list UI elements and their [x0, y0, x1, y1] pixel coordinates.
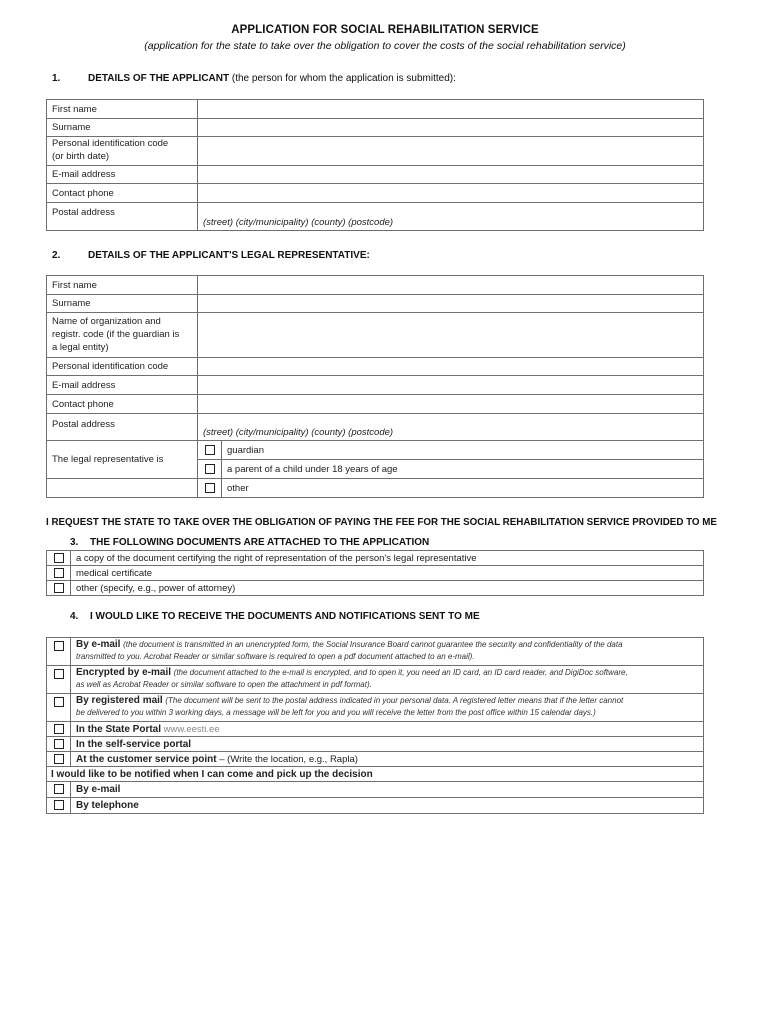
rep-label-type: The legal representative is [47, 441, 198, 479]
option-registered-mail [71, 694, 704, 722]
section2-title: DETAILS OF THE APPLICANT'S LEGAL REPRESENTATIVE: [88, 250, 370, 261]
checkbox-doc-representation-icon [54, 553, 64, 563]
option-encrypted-email-note-2: as well as Acrobat Reader or similar software to open the attachment in pdf format). [76, 680, 372, 689]
input-phone[interactable] [198, 184, 704, 203]
checkbox-notify-telephone-icon [54, 800, 64, 810]
label-personal-code-line1: Personal identification code [52, 138, 169, 149]
rep-input-email[interactable] [198, 376, 704, 395]
checkbox-doc-other-icon [54, 583, 64, 593]
checkbox-notify-email-icon [54, 784, 64, 794]
option-by-email-note-2: transmitted to you. Acrobat Reader or similar software is required to open a pdf document attached to an e-mail). [76, 652, 475, 661]
label-first-name: First name [47, 100, 198, 119]
checkbox-doc-other[interactable] [47, 581, 71, 596]
rep-input-surname[interactable] [198, 295, 704, 313]
label-surname: Surname [47, 119, 198, 137]
input-personal-code[interactable] [198, 137, 704, 166]
option-self-service: In the self-service portal [71, 737, 704, 752]
form-subtitle: (application for the state to take over the obligation to cover the costs of the social rehabilitation service) [144, 40, 626, 52]
rep-label-organization-line3: a legal entity) [52, 342, 109, 353]
option-other: other [222, 479, 704, 498]
checkbox-by-email-icon [54, 641, 64, 651]
notification-heading: I would like to be notified when I can come and pick up the decision [47, 767, 704, 782]
checkbox-guardian[interactable] [198, 441, 222, 460]
label-phone: Contact phone [47, 184, 198, 203]
section4-number: 4. [70, 611, 79, 622]
section2-number: 2. [52, 250, 61, 261]
option-by-email [71, 638, 704, 666]
representative-details-table [46, 275, 704, 498]
option-registered-mail-note-1: (The document will be sent to the postal address indicated in your personal data. A registered letter means that if the letter cannot [165, 696, 624, 705]
checkbox-doc-medical-icon [54, 568, 64, 578]
section3-heading [70, 537, 429, 548]
option-customer-service-title: At the customer service point [76, 753, 217, 765]
checkbox-customer-service[interactable] [47, 752, 71, 767]
state-portal-link[interactable]: www.eesti.ee [163, 723, 220, 735]
label-email: E-mail address [47, 166, 198, 184]
label-personal-code [47, 137, 198, 166]
rep-type-blank [47, 479, 198, 498]
option-by-email-note-1: (the document is transmitted in an unencrypted form, the Social Insurance Board cannot guarantee the security and confidentiality of the data [123, 640, 623, 649]
option-state-portal [71, 722, 704, 737]
rep-label-organization [47, 313, 198, 358]
notification-options-table [46, 766, 704, 814]
option-customer-service-note: – (Write the location, e.g., Rapla) [219, 753, 358, 765]
rep-label-surname: Surname [47, 295, 198, 313]
checkbox-encrypted-email[interactable] [47, 666, 71, 694]
checkbox-registered-mail[interactable] [47, 694, 71, 722]
applicant-details-table [46, 99, 704, 231]
rep-label-phone: Contact phone [47, 395, 198, 414]
delivery-options-table [46, 637, 704, 767]
checkbox-doc-medical[interactable] [47, 566, 71, 581]
input-postal[interactable]: (street) (city/municipality) (county) (postcode) [198, 203, 704, 231]
label-postal: Postal address [47, 203, 198, 231]
option-registered-mail-note-2: be delivered to you within 3 working days, a message will be left for you and you will receive the letter from the post office within 15 calendar days.) [76, 708, 596, 717]
doc-other: other (specify, e.g., power of attorney) [71, 581, 704, 596]
form-title: APPLICATION FOR SOCIAL REHABILITATION SERVICE [231, 24, 539, 36]
option-parent: a parent of a child under 18 years of age [222, 460, 704, 479]
section3-title: THE FOLLOWING DOCUMENTS ARE ATTACHED TO THE APPLICATION [90, 537, 430, 548]
doc-medical: medical certificate [71, 566, 704, 581]
rep-label-organization-line1: Name of organization and [52, 316, 161, 327]
option-customer-service [71, 752, 704, 767]
checkbox-doc-representation[interactable] [47, 551, 71, 566]
section2-heading [52, 250, 370, 261]
rep-input-personal-code[interactable] [198, 358, 704, 376]
notify-email: By e-mail [71, 782, 704, 798]
checkbox-registered-mail-icon [54, 697, 64, 707]
input-surname[interactable] [198, 119, 704, 137]
section1-note: (the person for whom the application is submitted): [231, 73, 456, 84]
rep-label-personal-code: Personal identification code [47, 358, 198, 376]
checkbox-other[interactable] [198, 479, 222, 498]
option-encrypted-email-title: Encrypted by e-mail [76, 667, 172, 678]
rep-label-email: E-mail address [47, 376, 198, 395]
checkbox-parent[interactable] [198, 460, 222, 479]
checkbox-customer-service-icon [54, 754, 64, 764]
option-encrypted-email [71, 666, 704, 694]
request-statement: I REQUEST THE STATE TO TAKE OVER THE OBLIGATION OF PAYING THE FEE FOR THE SOCIAL REHABILITATION SERVICE PROVIDED TO ME [46, 517, 717, 528]
section4-title: I WOULD LIKE TO RECEIVE THE DOCUMENTS AND NOTIFICATIONS SENT TO ME [90, 611, 480, 622]
rep-input-organization[interactable] [198, 313, 704, 358]
rep-input-phone[interactable] [198, 395, 704, 414]
checkbox-self-service-icon [54, 739, 64, 749]
input-first-name[interactable] [198, 100, 704, 119]
section3-number: 3. [70, 537, 79, 548]
checkbox-guardian-icon [205, 445, 215, 455]
section1-heading [52, 73, 456, 84]
checkbox-encrypted-email-icon [54, 669, 64, 679]
notify-telephone: By telephone [71, 798, 704, 814]
rep-label-organization-line2: registr. code (if the guardian is [52, 329, 180, 340]
checkbox-parent-icon [205, 464, 215, 474]
checkbox-notify-telephone[interactable] [47, 798, 71, 814]
section1-number: 1. [52, 73, 61, 84]
checkbox-by-email[interactable] [47, 638, 71, 666]
rep-label-first-name: First name [47, 276, 198, 295]
option-guardian: guardian [222, 441, 704, 460]
checkbox-self-service[interactable] [47, 737, 71, 752]
rep-input-postal[interactable]: (street) (city/municipality) (county) (postcode) [198, 414, 704, 441]
attached-documents-table [46, 550, 704, 596]
rep-input-first-name[interactable] [198, 276, 704, 295]
section1-title: DETAILS OF THE APPLICANT [88, 73, 230, 84]
input-email[interactable] [198, 166, 704, 184]
checkbox-state-portal[interactable] [47, 722, 71, 737]
checkbox-notify-email[interactable] [47, 782, 71, 798]
rep-label-postal: Postal address [47, 414, 198, 441]
option-state-portal-title: In the State Portal [76, 723, 162, 735]
checkbox-other-icon [205, 483, 215, 493]
label-personal-code-line2: (or birth date) [52, 151, 110, 162]
option-registered-mail-title: By registered mail [76, 695, 163, 706]
section4-heading [70, 611, 480, 622]
doc-representation: a copy of the document certifying the right of representation of the person's legal representative [71, 551, 704, 566]
checkbox-state-portal-icon [54, 724, 64, 734]
option-encrypted-email-note-1: (the document attached to the e-mail is encrypted, and to open it, you need an ID card, an ID card reader, and DigiDoc software, [173, 668, 628, 677]
option-by-email-title: By e-mail [76, 639, 121, 650]
